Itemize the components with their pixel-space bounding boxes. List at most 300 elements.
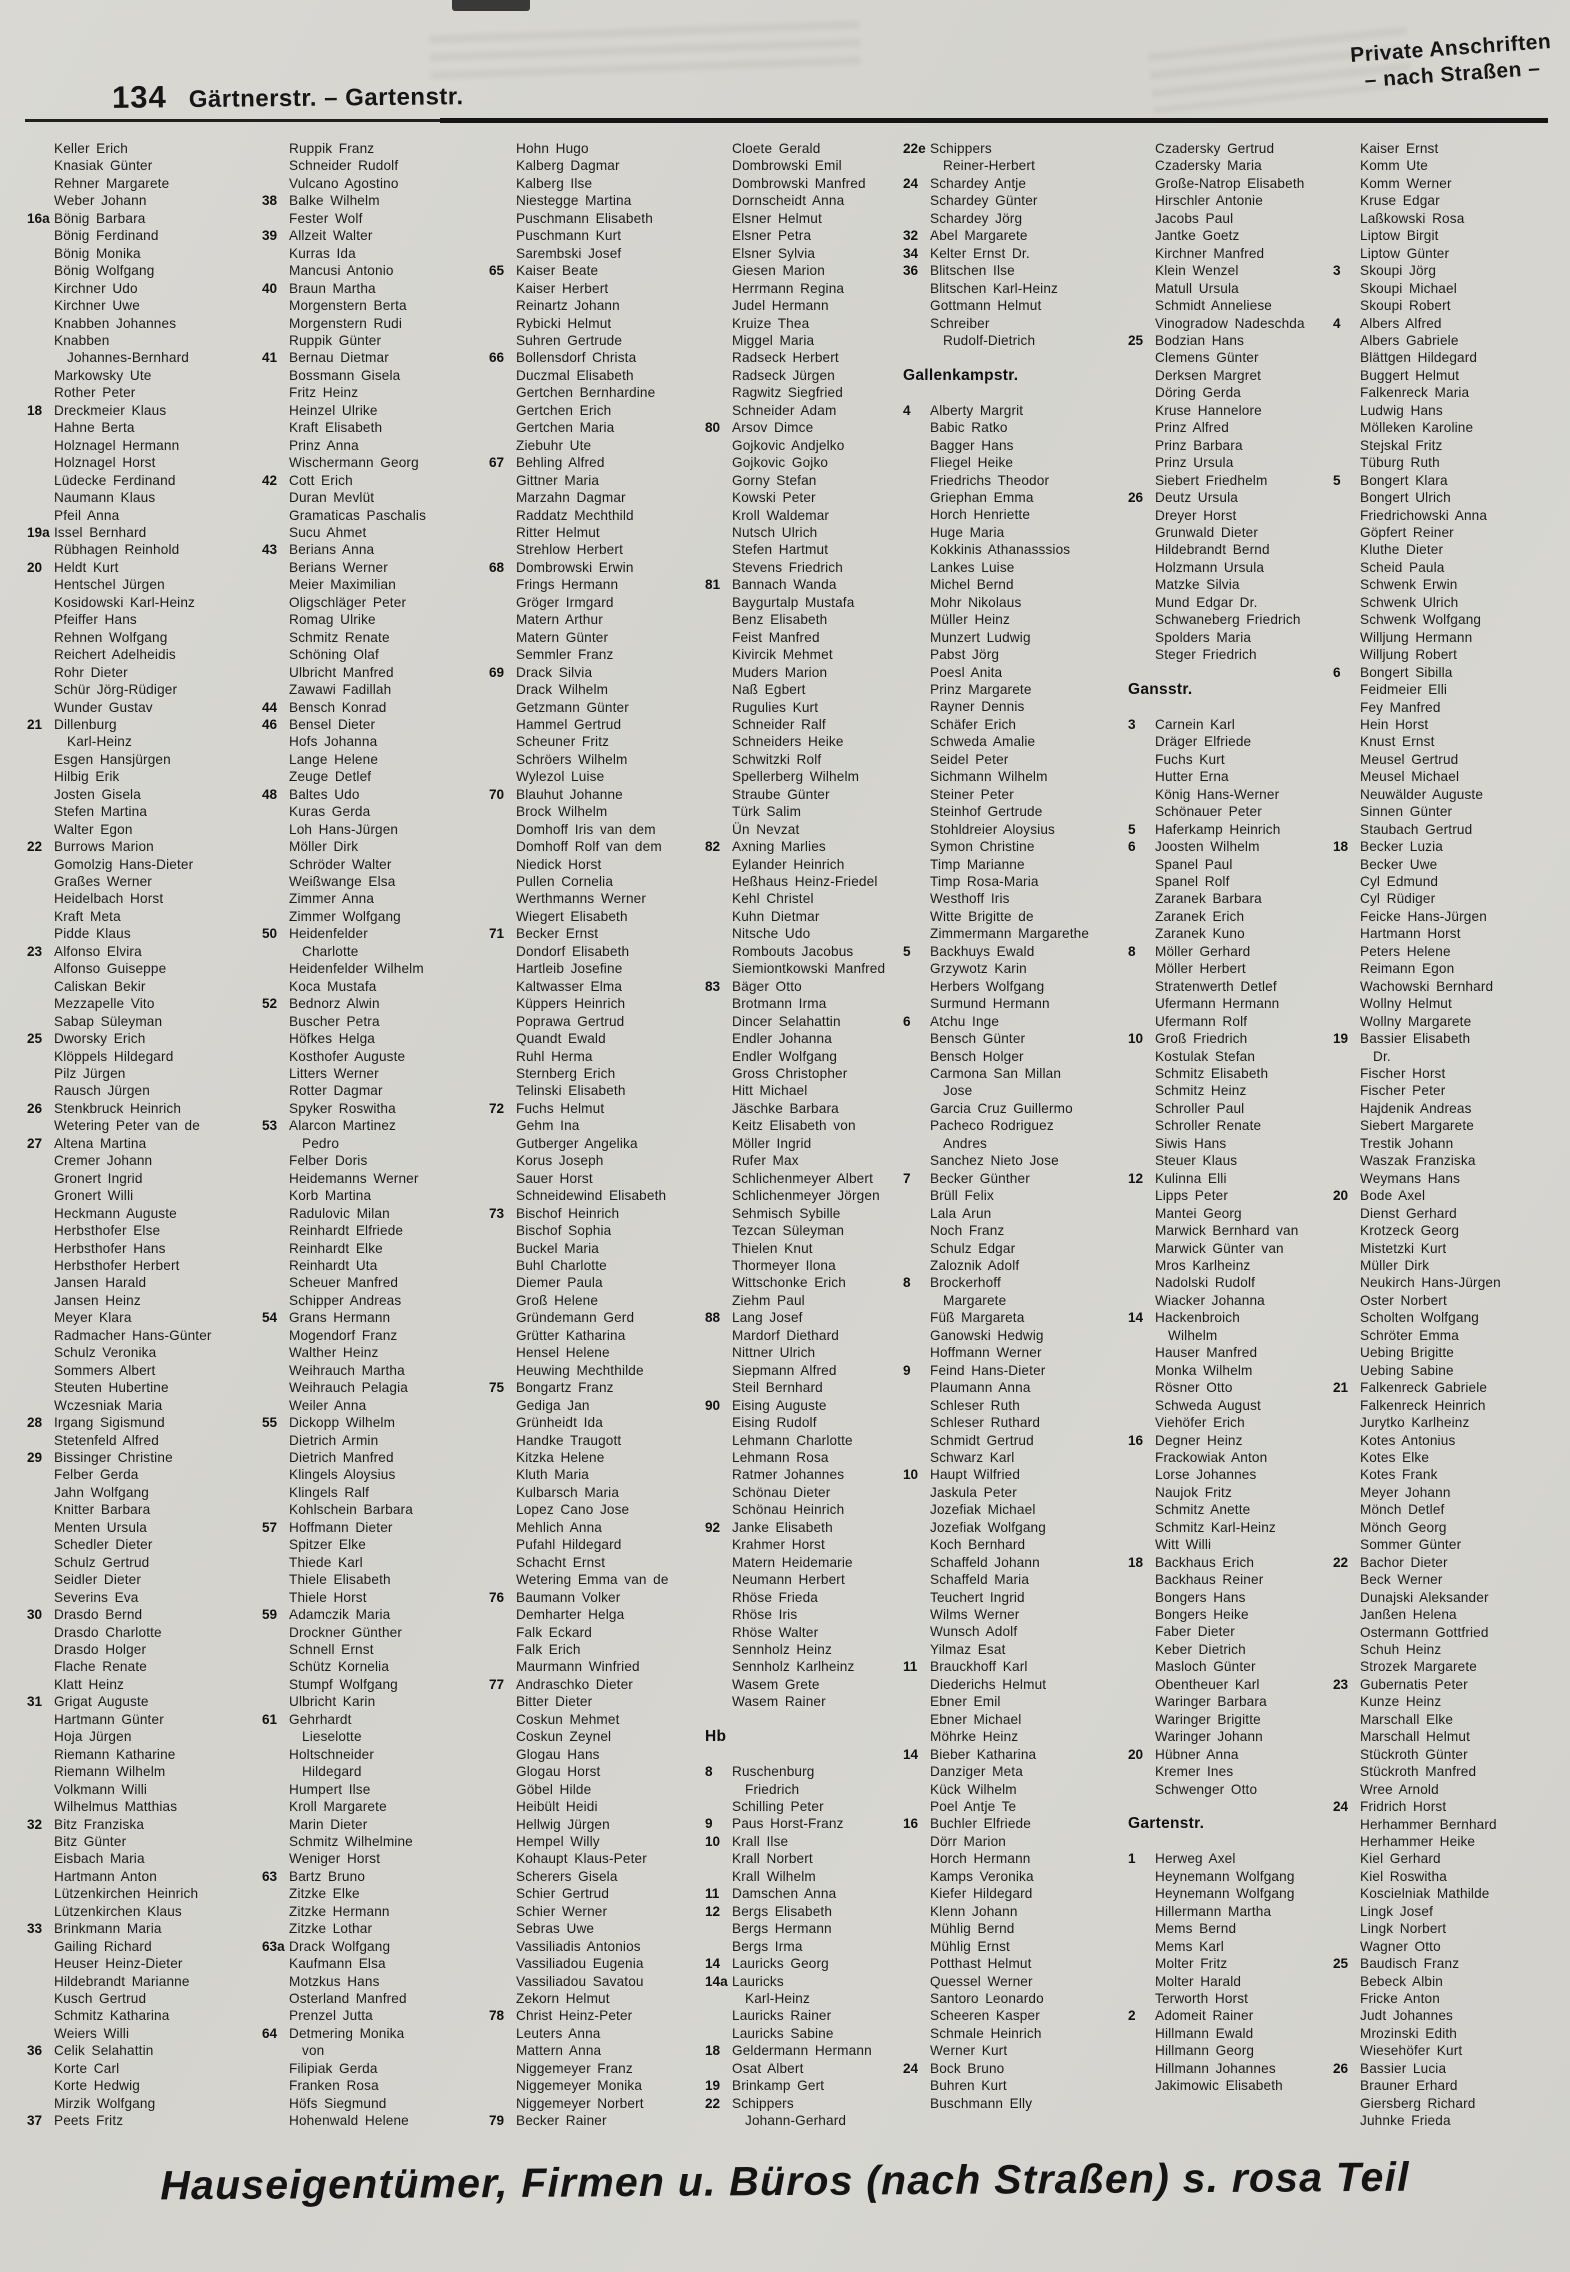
directory-entry: Gramaticas Paschalis	[289, 507, 427, 523]
directory-entry: 5 Backhuys Ewald	[903, 943, 1035, 959]
directory-entry: Ritter Helmut	[516, 524, 600, 540]
directory-entry: Wiesehöfer Kurt	[1360, 2043, 1463, 2059]
directory-entry: Siemiontkowski Manfred	[732, 961, 886, 977]
directory-entry: Korus Joseph	[516, 1153, 604, 1169]
directory-entry: Coskun Zeynel	[516, 1729, 612, 1745]
directory-entry: Zimmer Wolfgang	[289, 908, 401, 924]
directory-entry: Gross Christopher	[732, 1066, 848, 1082]
house-number: 25	[27, 1031, 43, 1047]
directory-entry: Schmidt Gertrud	[930, 1432, 1034, 1448]
directory-entry: Wasem Rainer	[732, 1694, 826, 1710]
directory-entry: Pacheco Rodriguez	[930, 1118, 1054, 1134]
directory-entry: Klingels Ralf	[289, 1484, 370, 1500]
house-number: 79	[489, 2113, 505, 2129]
directory-entry: Schuh Heinz	[1360, 1641, 1442, 1657]
directory-entry: Kalberg Ilse	[516, 175, 593, 191]
directory-entry: Bebeck Albin	[1360, 1973, 1443, 1989]
house-number: 9	[903, 1362, 911, 1378]
directory-entry: Esgen Hansjürgen	[54, 751, 171, 767]
directory-entry: 67 Behling Alfred	[489, 455, 605, 471]
directory-entry: Wollny Margarete	[1360, 1013, 1472, 1029]
directory-entry: Loh Hans-Jürgen	[289, 821, 399, 837]
directory-entry: Schröers Wilhelm	[516, 751, 628, 767]
directory-entry: Derksen Margret	[1155, 367, 1262, 383]
directory-entry: 4 Alberty Margrit	[903, 402, 1024, 418]
directory-entry: Hitt Michael	[732, 1083, 808, 1099]
directory-entry: Kulbarsch Maria	[516, 1484, 620, 1500]
house-number: 11	[705, 1886, 720, 1902]
directory-entry: Spyker Roswitha	[289, 1100, 396, 1116]
house-number: 63	[262, 1868, 278, 1884]
directory-entry: Klenn Johann	[930, 1903, 1018, 1919]
directory-entry-continuation: Margarete	[943, 1292, 1007, 1308]
directory-entry: Yilmaz Esat	[930, 1641, 1006, 1657]
directory-entry: Timp Marianne	[930, 856, 1025, 872]
directory-entry: Thielen Knut	[732, 1240, 813, 1256]
directory-entry: Pfeiffer Hans	[54, 612, 137, 628]
directory-entry: 40 Braun Martha	[262, 280, 376, 296]
directory-entry: 20 Bode Axel	[1333, 1188, 1426, 1204]
directory-entry: Mistetzki Kurt	[1360, 1240, 1447, 1256]
directory-entry: Hillmann Johannes	[1155, 2060, 1276, 2076]
directory-entry: Marschall Helmut	[1360, 1729, 1470, 1745]
directory-entry-continuation: Rudolf-Dietrich	[943, 332, 1036, 348]
house-number: 55	[262, 1415, 278, 1431]
directory-entry: 53 Alarcon Martinez	[262, 1118, 396, 1134]
directory-entry: Schmitz Renate	[289, 629, 390, 645]
directory-entry: Schulz Veronika	[54, 1345, 157, 1361]
house-number: 16	[1128, 1432, 1144, 1448]
house-number: 42	[262, 472, 278, 488]
directory-entry: Weihrauch Martha	[289, 1362, 405, 1378]
directory-entry: Feidmeier Elli	[1360, 682, 1448, 698]
directory-entry: Schmitz Katharina	[54, 2008, 170, 2024]
directory-entry: 3 Carnein Karl	[1128, 716, 1235, 732]
directory-entry: Gottmann Helmut	[930, 298, 1042, 314]
directory-entry: Sanchez Nieto Jose	[930, 1153, 1059, 1169]
directory-entry: Judt Johannes	[1360, 2008, 1453, 2024]
house-number: 26	[27, 1100, 43, 1116]
directory-entry: Stückroth Günter	[1360, 1746, 1468, 1762]
directory-entry: Hilbig Erik	[54, 769, 120, 785]
directory-entry: Dombrowski Emil	[732, 158, 842, 174]
directory-entry: Wiacker Johanna	[1155, 1292, 1265, 1308]
house-number: 23	[27, 943, 43, 959]
house-number: 44	[262, 699, 278, 715]
directory-entry: 6 Bongert Sibilla	[1333, 664, 1453, 680]
directory-entry: Kirchner Udo	[54, 280, 138, 296]
directory-entry: Frings Hermann	[516, 577, 619, 593]
directory-entry: 38 Balke Wilhelm	[262, 193, 380, 209]
directory-entry: Sabap Süleyman	[54, 1013, 163, 1029]
directory-entry: Krahmer Horst	[732, 1537, 825, 1553]
directory-entry: Kotes Antonius	[1360, 1432, 1456, 1448]
directory-entry: Sarembski Josef	[516, 245, 622, 261]
directory-entry-continuation: Wilhelm	[1168, 1327, 1218, 1343]
directory-entry: 43 Berians Anna	[262, 542, 375, 558]
directory-entry: Scheuer Manfred	[289, 1275, 399, 1291]
directory-entry: Prenzel Jutta	[289, 2008, 373, 2024]
directory-entry: Ufermann Rolf	[1155, 1013, 1248, 1029]
house-number: 18	[27, 402, 43, 418]
directory-entry: Frackowiak Anton	[1155, 1449, 1268, 1465]
directory-entry: Vinogradow Nadeschda	[1155, 315, 1305, 331]
directory-entry: Backhaus Reiner	[1155, 1572, 1264, 1588]
directory-entry: 31 Grigat Auguste	[27, 1694, 149, 1710]
directory-entry: Ufermann Hermann	[1155, 996, 1280, 1012]
directory-entry: Mrozinski Edith	[1360, 2025, 1458, 2041]
directory-entry: Schlichenmeyer Albert	[732, 1170, 873, 1186]
directory-entry: Falkenreck Heinrich	[1360, 1397, 1486, 1413]
directory-entry: Kaufmann Elsa	[289, 1956, 386, 1972]
directory-entry: Mems Bernd	[1155, 1921, 1237, 1937]
directory-entry: Kiel Roswitha	[1360, 1868, 1447, 1884]
house-number: 33	[27, 1921, 43, 1937]
directory-entry: Marwick Günter van	[1155, 1240, 1284, 1256]
directory-entry: Giesen Marion	[732, 263, 825, 279]
directory-entry: Nittner Ulrich	[732, 1345, 816, 1361]
directory-entry: Stevens Friedrich	[732, 559, 843, 575]
directory-entry: Waringer Brigitte	[1155, 1711, 1261, 1727]
directory-entry: Duczmal Elisabeth	[516, 367, 634, 383]
directory-entry: Bensch Holger	[930, 1048, 1024, 1064]
directory-entry: Nadolski Rudolf	[1155, 1275, 1256, 1291]
directory-entry: Santoro Leonardo	[930, 1991, 1044, 2006]
directory-entry: Zimmermann Margarethe	[930, 926, 1090, 942]
directory-entry: Jahn Wolfgang	[54, 1484, 149, 1500]
directory-entry: 23 Alfonso Elvira	[27, 943, 142, 959]
house-number: 67	[489, 455, 505, 471]
directory-entry: 7 Becker Günther	[903, 1170, 1030, 1186]
house-number: 20	[27, 559, 43, 575]
directory-entry: Ruppik Franz	[289, 141, 375, 156]
directory-entry: 81 Bannach Wanda	[705, 577, 837, 593]
directory-entry: 90 Eising Auguste	[705, 1397, 827, 1413]
directory-entry: Mühlig Bernd	[930, 1921, 1015, 1937]
directory-entry: Mohr Nikolaus	[930, 594, 1022, 610]
directory-column-4	[705, 140, 933, 2130]
directory-entry: Sichmann Wilhelm	[930, 769, 1048, 785]
directory-entry: Vassiliadou Savatou	[516, 1973, 644, 1989]
house-number: 22	[27, 839, 43, 855]
directory-entry: Trestik Johann	[1360, 1135, 1454, 1151]
directory-entry-continuation: Charlotte	[302, 943, 359, 959]
directory-entry: Kraft Elisabeth	[289, 420, 383, 436]
directory-entry: Kohaupt Klaus-Peter	[516, 1851, 647, 1867]
directory-entry: Westhoff Iris	[930, 891, 1010, 907]
house-number: 6	[1333, 664, 1341, 680]
directory-entry: Vulcano Agostino	[289, 175, 399, 191]
directory-entry: Uebing Brigitte	[1360, 1345, 1455, 1361]
directory-entry: Meyer Klara	[54, 1310, 132, 1326]
directory-entry: Gronert Willi	[54, 1188, 134, 1204]
directory-entry: 24 Bock Bruno	[903, 2060, 1005, 2076]
directory-entry: 77 Andraschko Dieter	[489, 1676, 633, 1692]
directory-entry: Gertchen Erich	[516, 402, 612, 418]
directory-entry: 18 Backhaus Erich	[1128, 1554, 1255, 1570]
house-number: 10	[903, 1467, 919, 1483]
house-number: 6	[903, 1013, 911, 1029]
directory-column-5	[903, 140, 1131, 2112]
directory-column-3	[489, 140, 717, 2130]
directory-entry: Sinnen Günter	[1360, 804, 1453, 820]
spacer	[1128, 1833, 1356, 1850]
directory-entry: Carmona San Millan	[930, 1065, 1062, 1081]
directory-entry: 14a Lauricks	[705, 1973, 784, 1989]
directory-entry: 71 Becker Ernst	[489, 926, 599, 942]
directory-entry: Schulz Edgar	[930, 1240, 1016, 1256]
directory-entry: Mardorf Diethard	[732, 1327, 839, 1343]
directory-entry: Skoupi Michael	[1360, 280, 1457, 296]
directory-entry: Möhrke Heinz	[930, 1729, 1019, 1745]
directory-entry: Faber Dieter	[1155, 1624, 1235, 1640]
directory-entry: Stefen Martina	[54, 804, 148, 820]
directory-entry: Danziger Meta	[930, 1764, 1023, 1780]
directory-entry: Cloete Gerald	[732, 141, 821, 156]
house-number: 73	[489, 1205, 505, 1221]
house-number: 18	[1333, 839, 1349, 855]
house-number: 14	[903, 1746, 919, 1762]
directory-entry: 5 Haferkamp Heinrich	[1128, 821, 1281, 837]
directory-entry: Lorse Johannes	[1155, 1467, 1257, 1483]
directory-entry: 26 Bassier Lucia	[1333, 2060, 1447, 2076]
directory-entry: Hutter Erna	[1155, 769, 1229, 785]
directory-entry: Muders Marion	[732, 664, 828, 680]
directory-entry: Spellerberg Wilhelm	[732, 769, 860, 785]
directory-entry: Bergs Hermann	[732, 1921, 832, 1937]
directory-entry: Rugulies Kurt	[732, 699, 819, 715]
directory-entry-continuation: Jose	[943, 1083, 973, 1099]
directory-entry: Drasdo Holger	[54, 1641, 147, 1657]
house-number: 43	[262, 542, 278, 558]
directory-entry: Josten Gisela	[54, 786, 141, 802]
directory-entry: Wunsch Adolf	[930, 1624, 1018, 1640]
directory-entry: Heckmann Auguste	[54, 1205, 177, 1221]
page-number: 134	[111, 79, 167, 115]
directory-entry: 10 Haupt Wilfried	[903, 1467, 1021, 1483]
directory-entry: Reinhardt Uta	[289, 1258, 378, 1273]
directory-entry: Heidenfelder Wilhelm	[289, 961, 424, 977]
directory-entry: Lingk Josef	[1360, 1903, 1434, 1919]
directory-entry-continuation: Pedro	[302, 1135, 340, 1151]
directory-entry: Matzke Silvia	[1155, 577, 1240, 593]
house-number: 18	[1128, 1554, 1144, 1570]
directory-entry: Kuras Gerda	[289, 804, 371, 820]
directory-entry: Dreyer Horst	[1155, 507, 1237, 523]
directory-entry: 59 Adamczik Maria	[262, 1607, 391, 1623]
scan-smudge	[452, 0, 530, 11]
directory-entry: Schneider Adam	[732, 402, 837, 418]
directory-entry: 29 Bissinger Christine	[27, 1449, 173, 1465]
directory-entry: 26 Deutz Ursula	[1128, 490, 1238, 506]
directory-entry: Klöppels Hildegard	[54, 1048, 174, 1064]
directory-entry: Neumann Herbert	[732, 1572, 845, 1588]
directory-entry: Ün Nevzat	[732, 821, 800, 837]
directory-entry: Kunze Heinz	[1360, 1694, 1442, 1710]
directory-entry: Rhöse Iris	[732, 1607, 798, 1623]
directory-entry: Kostulak Stefan	[1155, 1048, 1256, 1064]
directory-entry: Ostermann Gottfried	[1360, 1624, 1489, 1640]
directory-entry: Dörr Marion	[930, 1833, 1007, 1849]
directory-entry: Ziebuhr Ute	[516, 437, 592, 453]
directory-entry: 24 Fridrich Horst	[1333, 1799, 1447, 1815]
directory-entry: Blättgen Hildegard	[1360, 350, 1478, 366]
directory-entry: Bönig Wolfgang	[54, 263, 155, 279]
directory-entry: Seidler Dieter	[54, 1572, 142, 1588]
directory-entry: Kosthofer Auguste	[289, 1048, 406, 1064]
house-number: 70	[489, 786, 505, 802]
directory-entry: Buscher Petra	[289, 1013, 380, 1029]
directory-entry: Hentschel Jürgen	[54, 577, 165, 593]
directory-entry: Vassiliadou Eugenia	[516, 1956, 644, 1972]
directory-entry: 18 Dreckmeier Klaus	[27, 402, 167, 418]
directory-entry: Zaranek Erich	[1155, 908, 1245, 924]
directory-entry: Rübhagen Reinhold	[54, 542, 180, 558]
directory-entry: Hirschler Antonie	[1155, 193, 1263, 209]
directory-entry: Koch Bernhard	[930, 1537, 1026, 1553]
directory-entry: Jantke Goetz	[1155, 228, 1240, 244]
directory-entry: 32 Bitz Franziska	[27, 1816, 145, 1832]
directory-entry: Höfkes Helga	[289, 1031, 376, 1047]
directory-entry: 73 Bischof Heinrich	[489, 1205, 620, 1221]
directory-entry: Herbsthofer Herbert	[54, 1258, 180, 1273]
directory-entry: Schmitz Elisabeth	[1155, 1065, 1269, 1081]
directory-entry: Becker Uwe	[1360, 856, 1438, 872]
directory-column-1	[27, 140, 255, 2130]
directory-entry: Rehnen Wolfgang	[54, 629, 168, 645]
house-number: 68	[489, 559, 505, 575]
directory-entry: Reinhardt Elfriede	[289, 1223, 404, 1239]
directory-entry: Horch Henriette	[930, 507, 1031, 523]
directory-entry: Radseck Jürgen	[732, 367, 835, 383]
directory-entry: Klatt Heinz	[54, 1676, 124, 1692]
directory-entry: Mems Karl	[1155, 1938, 1224, 1954]
directory-entry: Schönauer Peter	[1155, 804, 1262, 820]
directory-entry: Lingk Norbert	[1360, 1921, 1447, 1937]
house-number: 25	[1128, 332, 1144, 348]
directory-entry: 20 Hübner Anna	[1128, 1746, 1239, 1762]
directory-entry: Hartmann Horst	[1360, 926, 1461, 942]
directory-entry: Franken Rosa	[289, 2078, 379, 2094]
directory-entry: Witt Willi	[1155, 1537, 1212, 1553]
directory-entry: 23 Gubernatis Peter	[1333, 1676, 1468, 1692]
directory-entry: Viehöfer Erich	[1155, 1415, 1245, 1431]
directory-entry: Friedrichowski Anna	[1360, 507, 1488, 523]
directory-entry: Lala Arun	[930, 1205, 992, 1221]
directory-column-6	[1128, 140, 1356, 2095]
directory-entry: Ganowski Hedwig	[930, 1327, 1044, 1343]
directory-entry: Gutberger Angelika	[516, 1135, 638, 1151]
directory-entry: Elsner Sylvia	[732, 245, 816, 261]
directory-entry: Naumann Klaus	[54, 490, 156, 506]
directory-entry: 16a Bönig Barbara	[27, 210, 146, 226]
directory-entry: Thiele Horst	[289, 1589, 367, 1605]
directory-entry: Komm Ute	[1360, 158, 1429, 174]
directory-entry: Glogau Horst	[516, 1764, 601, 1780]
directory-entry: 3 Skoupi Jörg	[1333, 263, 1437, 279]
directory-entry: Spanel Paul	[1155, 856, 1233, 872]
directory-entry: Motzkus Hans	[289, 1973, 380, 1989]
directory-entry: Quandt Ewald	[516, 1031, 606, 1047]
directory-entry: Wunder Gustav	[54, 699, 153, 715]
directory-entry: Weiler Anna	[289, 1397, 367, 1413]
directory-entry: Meyer Johann	[1360, 1484, 1451, 1500]
directory-entry: Beck Werner	[1360, 1572, 1443, 1588]
directory-entry: 34 Kelter Ernst Dr.	[903, 245, 1030, 261]
directory-entry: Mühlig Ernst	[930, 1938, 1010, 1954]
directory-entry: Niestegge Martina	[516, 193, 632, 209]
directory-entry: Schneider Ralf	[732, 716, 826, 732]
directory-entry: Felber Doris	[289, 1153, 368, 1169]
house-number: 7	[903, 1170, 911, 1186]
directory-entry: Kamps Veronika	[930, 1868, 1034, 1884]
directory-entry: Bagger Hans	[930, 437, 1014, 453]
directory-entry-continuation: Dr.	[1373, 1048, 1391, 1064]
directory-entry: 33 Brinkmann Maria	[27, 1921, 162, 1937]
directory-entry: Kruse Edgar	[1360, 193, 1440, 209]
directory-entry: Zimmer Anna	[289, 891, 375, 907]
directory-entry: Markowsky Ute	[54, 367, 152, 383]
directory-entry: Kaiser Herbert	[516, 280, 609, 296]
directory-entry: Keber Dietrich	[1155, 1641, 1246, 1657]
directory-entry: 14 Lauricks Georg	[705, 1956, 829, 1972]
house-number: 41	[262, 350, 278, 366]
directory-entry: Sommers Albert	[54, 1362, 156, 1378]
directory-entry: Staubach Gertrud	[1360, 821, 1473, 837]
directory-entry: Weber Johann	[54, 193, 147, 209]
directory-entry: 9 Paus Horst-Franz	[705, 1816, 844, 1832]
directory-entry: Oster Norbert	[1360, 1292, 1447, 1308]
directory-entry: Müller Heinz	[930, 612, 1010, 628]
directory-entry: Rohr Dieter	[54, 664, 128, 680]
directory-entry: Hein Horst	[1360, 716, 1429, 732]
directory-entry: 48 Baltes Udo	[262, 786, 360, 802]
directory-entry: Korte Carl	[54, 2060, 120, 2076]
directory-entry: Siwis Hans	[1155, 1135, 1227, 1151]
directory-entry: Hoja Jürgen	[54, 1729, 132, 1745]
directory-entry: 92 Janke Elisabeth	[705, 1519, 833, 1535]
directory-entry: Walther Heinz	[289, 1345, 379, 1361]
directory-entry: 11 Brauckhoff Karl	[903, 1659, 1028, 1675]
house-number: 26	[1333, 2060, 1349, 2076]
directory-entry: Rotter Dagmar	[289, 1083, 383, 1099]
directory-entry: Coskun Mehmet	[516, 1711, 620, 1727]
directory-entry: Pilz Jürgen	[54, 1066, 126, 1082]
directory-entry: Bitz Günter	[54, 1833, 127, 1849]
directory-entry: Clemens Günter	[1155, 350, 1259, 366]
directory-entry: Steil Bernhard	[732, 1380, 823, 1396]
house-number: 50	[262, 926, 278, 942]
directory-entry: Wilhelmus Matthias	[54, 1799, 178, 1815]
directory-entry: Lehmann Rosa	[732, 1449, 829, 1465]
directory-entry: Schweda August	[1155, 1397, 1261, 1413]
directory-entry: König Hans-Werner	[1155, 786, 1280, 802]
directory-entry: Heinzel Ulrike	[289, 402, 378, 418]
house-number: 20	[1128, 1746, 1144, 1762]
house-number: 57	[262, 1519, 278, 1535]
directory-entry: Nutsch Ulrich	[732, 524, 818, 540]
directory-entry: Schneider Rudolf	[289, 158, 399, 174]
directory-entry: Schmitz Heinz	[1155, 1083, 1247, 1099]
directory-entry: Döring Gerda	[1155, 385, 1242, 401]
directory-entry: Dienst Gerhard	[1360, 1205, 1457, 1221]
directory-entry: Steinhof Gertrude	[930, 804, 1043, 820]
directory-entry: Schardey Günter	[930, 193, 1038, 209]
directory-entry: Naß Egbert	[732, 682, 806, 698]
directory-entry: Suhren Gertrude	[516, 332, 623, 348]
directory-entry: Spolders Maria	[1155, 629, 1252, 645]
house-number: 3	[1333, 263, 1341, 279]
